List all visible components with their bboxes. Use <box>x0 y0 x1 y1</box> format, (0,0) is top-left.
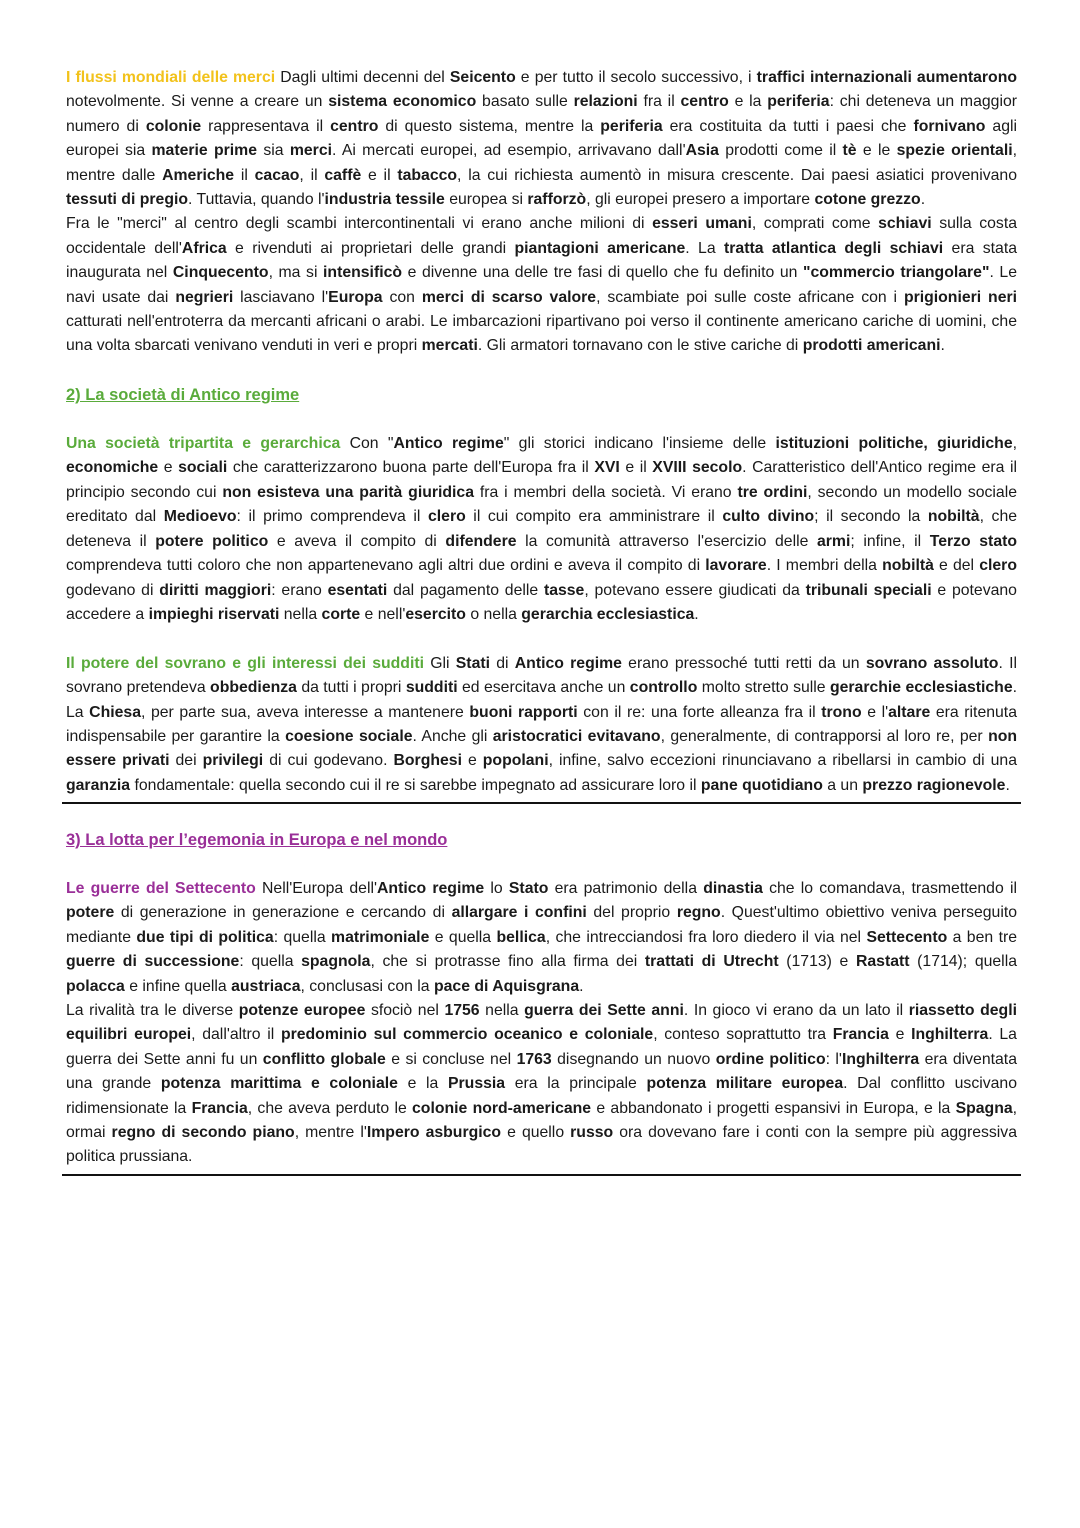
bold-term: Francia <box>191 1099 248 1117</box>
text-run: : quella <box>273 928 332 946</box>
bold-term: guerra dei Sette anni <box>524 1001 684 1019</box>
text-run: e quella <box>429 928 497 946</box>
text-run: . <box>694 605 699 623</box>
bold-term: sociali <box>178 459 228 477</box>
bold-term: altare <box>888 703 931 721</box>
bold-term: obbedienza <box>210 679 297 697</box>
text-run: . Le navi usate dai <box>66 264 1017 306</box>
bold-term: centro <box>330 117 379 135</box>
bold-term: 1763 <box>516 1050 552 1068</box>
bold-term: Antico regime <box>393 435 504 453</box>
text-run: nella <box>479 1001 525 1019</box>
document-page <box>66 66 1017 1176</box>
text-run: europea si <box>444 191 528 209</box>
text-run: : quella <box>239 953 302 971</box>
text-run: . Gli armatori tornavano con le stive cariche di <box>477 337 803 355</box>
bold-term: Rastatt <box>855 953 910 971</box>
text-run: godevano di <box>66 581 160 599</box>
paragraph-flussi-mondiali <box>66 66 1017 212</box>
text-run: : chi deteneva un maggior numero di <box>66 93 1017 135</box>
bold-term: potenza marittima e coloniale <box>160 1075 398 1093</box>
bold-term: cotone grezzo <box>814 191 921 209</box>
bold-term: mercati <box>421 337 478 355</box>
bold-term: impieghi riservati <box>148 605 280 623</box>
bold-term: non esisteva una parità giuridica <box>222 483 475 501</box>
bold-term: Terzo stato <box>929 532 1018 550</box>
text-run: , ma si <box>268 264 324 282</box>
text-run: che lo comandava, trasmettendo il <box>762 879 1017 897</box>
text-run: , mentre l' <box>294 1124 367 1141</box>
text-run: , il <box>299 166 325 184</box>
bold-term: Stati <box>455 654 490 672</box>
text-run: ora dovevano fare i conti con la sempre più aggressiva politica prussiana. <box>66 1124 1017 1166</box>
bold-term: Spagna <box>955 1099 1013 1117</box>
bold-term: Chiesa <box>89 703 141 721</box>
text-run: La rivalità tra le diverse <box>66 1001 239 1019</box>
bold-term: cacao <box>254 166 300 184</box>
bold-term: diritti maggiori <box>159 581 272 599</box>
bold-term: materie prime <box>151 142 258 160</box>
text-run: e infine quella <box>124 977 232 995</box>
text-run: lasciavano l' <box>233 288 329 306</box>
text-run: e abbandonato i progetti espansivi in Europa, e la <box>591 1099 956 1117</box>
bold-term: clero <box>427 508 466 526</box>
text-run: fra il <box>637 93 681 111</box>
text-run: , che intrecciandosi fra loro diedero il via nel <box>545 928 867 946</box>
bold-term: predominio sul commercio oceanico e coloniale <box>280 1026 654 1044</box>
bold-term: colonie <box>145 117 202 135</box>
text-run: di questo sistema, mentre la <box>378 117 601 135</box>
paragraph-potere-sovrano <box>66 652 1017 798</box>
text-run: , che si protrasse fino alla firma dei <box>370 953 645 971</box>
text-run: . Ai mercati europei, ad esempio, arrivavano dall' <box>332 142 686 160</box>
text-run: , ormai <box>66 1099 1018 1141</box>
bold-term: armi <box>816 532 851 550</box>
text-run: e aveva il compito di <box>268 532 446 550</box>
bold-term: trono <box>821 703 862 721</box>
bold-term: esentati <box>327 581 388 599</box>
text-run: e nell' <box>360 605 406 623</box>
bold-term: Francia <box>832 1026 889 1044</box>
text-run: : il primo comprendeva il <box>236 508 428 526</box>
text-run: , infine, salvo eccezioni rinunciavano a ribellarsi in cambio di una <box>548 752 1017 770</box>
bold-term: privilegi <box>202 752 264 770</box>
bold-term: pane quotidiano <box>700 776 823 794</box>
text-run: ed esercitava anche un <box>457 679 630 697</box>
divider <box>62 802 1021 804</box>
bold-term: nobiltà <box>927 508 980 526</box>
bold-term: coesione sociale <box>285 727 413 745</box>
bold-term: 1756 <box>444 1001 480 1019</box>
bold-term: tasse <box>543 581 585 599</box>
bold-term: austriaca <box>231 977 301 995</box>
paragraph-societa-tripartita <box>66 432 1017 627</box>
text-run: : erano <box>271 581 328 599</box>
text-run: dei <box>169 752 203 770</box>
text-run: . <box>920 191 926 209</box>
text-run: sia <box>257 142 290 160</box>
text-run: erano pressoché tutti retti da un <box>621 654 866 672</box>
bold-term: tabacco <box>397 166 458 184</box>
paragraph-lead-title: Il potere del sovrano e gli interessi dei sudditi <box>66 654 424 672</box>
bold-term: regno <box>676 904 721 922</box>
text-run: che caratterizzarono buona parte dell'Europa fra il <box>227 459 595 477</box>
bold-term: clero <box>979 557 1017 575</box>
text-run: . Anche gli <box>412 727 493 745</box>
text-run: . La <box>66 679 1018 721</box>
bold-term: Inghilterra <box>841 1050 920 1068</box>
text-run: Fra le "merci" al centro degli scambi intercontinentali vi erano anche milioni di <box>66 215 653 233</box>
text-run: Con " <box>340 435 394 453</box>
text-run: da tutti i propri <box>296 679 406 697</box>
bold-term: conflitto globale <box>262 1050 386 1068</box>
text-run: : l' <box>825 1050 842 1068</box>
bold-term: colonie nord-americane <box>412 1099 592 1117</box>
text-run: sulla costa occidentale dell' <box>66 215 1017 257</box>
text-run: , che aveva perduto le <box>247 1099 413 1117</box>
text-run: e le <box>856 142 897 160</box>
bold-term: Asia <box>685 142 719 160</box>
bold-term: buoni rapporti <box>469 703 578 721</box>
paragraph-lead-title: Le guerre del Settecento <box>66 879 256 897</box>
text-run: agli europei sia <box>66 117 1017 160</box>
text-run: e il <box>361 166 398 184</box>
text-run: di cui godevano. <box>263 752 394 770</box>
bold-term: spezie orientali <box>896 142 1013 160</box>
text-run: , che deteneva il <box>66 508 1018 550</box>
text-run: e il <box>619 459 653 477</box>
text-run: . Quest'ultimo obiettivo veniva perseguito mediante <box>66 904 1018 946</box>
bold-term: Borghesi <box>393 752 462 770</box>
text-run: era ritenuta indispensabile per garantire la <box>66 703 1017 745</box>
text-run: , comprati come <box>751 215 879 233</box>
bold-term: Impero asburgico <box>366 1124 502 1141</box>
text-run: lo <box>484 879 509 897</box>
bold-term: allargare i confini <box>451 904 587 922</box>
text-run: basato sulle <box>476 93 574 111</box>
text-run: sfociò nel <box>365 1001 445 1019</box>
text-run: disegnando un nuovo <box>551 1050 716 1068</box>
text-run: e potevano accedere a <box>66 581 1017 623</box>
bold-term: prigionieri neri <box>903 288 1018 306</box>
bold-term: tessuti di pregio <box>66 191 189 209</box>
text-run: , <box>1012 435 1018 453</box>
bold-term: XVIII secolo <box>652 459 743 477</box>
text-run: e divenne una delle tre fasi di quello che fu definito un <box>402 264 803 282</box>
bold-term: esseri umani <box>652 215 752 233</box>
bold-term: potere politico <box>155 532 269 550</box>
bold-term: aristocratici evitavano <box>492 727 661 745</box>
text-run: . Dal conflitto uscivano ridimensionate la <box>66 1075 1017 1117</box>
bold-term: sovrano assoluto <box>865 654 999 672</box>
bold-term: non essere privati <box>66 727 1018 770</box>
bold-term: periferia <box>600 117 663 135</box>
bold-term: popolani <box>482 752 549 770</box>
text-run: era patrimonio della <box>548 879 704 897</box>
bold-term: tratta atlantica degli schiavi <box>724 239 944 257</box>
bold-term: potere <box>66 904 115 922</box>
text-run: e <box>888 1026 912 1044</box>
text-run: . La guerra dei Sette anni fu un <box>66 1026 1017 1068</box>
bold-term: polacca <box>66 977 125 995</box>
text-run: era stata inaugurata nel <box>66 239 1017 282</box>
text-run: , scambiate poi sulle coste africane con i <box>596 288 904 306</box>
bold-term: rafforzò <box>527 191 587 209</box>
text-run: comprendeva tutti coloro che non appartenevano agli altri due ordini e aveva il compito di <box>66 557 706 575</box>
text-run: , la cui richiesta aumentò in misura crescente. Dai paesi asiatici provenivano <box>457 166 1017 184</box>
text-run: con il re: una forte alleanza fra il <box>577 703 822 721</box>
text-run: , conteso soprattutto tra <box>653 1026 833 1044</box>
text-run: . La <box>685 239 725 257</box>
text-run: il cui compito era amministrare il <box>465 508 723 526</box>
bold-term: garanzia <box>66 776 131 794</box>
text-run: prodotti come il <box>718 142 843 160</box>
divider <box>62 1174 1021 1176</box>
text-run: era diventata una grande <box>66 1050 1017 1093</box>
bold-term: pace di Aquisgrana <box>433 977 580 995</box>
bold-term: Antico regime <box>377 879 485 897</box>
text-run: e per tutto il secolo successivo, i <box>515 69 757 86</box>
text-run: , generalmente, di contrapporsi al loro re, per <box>660 727 989 745</box>
bold-term: schiavi <box>878 215 932 233</box>
bold-term: fornivano <box>913 117 986 135</box>
bold-term: tre ordini <box>737 483 808 501</box>
bold-term: controllo <box>629 679 698 697</box>
bold-term: traffici internazionali aumentarono <box>756 69 1017 86</box>
text-run: e l' <box>861 703 889 721</box>
bold-term: spagnola <box>301 953 371 971</box>
bold-term: piantagioni americane <box>514 239 686 257</box>
text-run: notevolmente. Si venne a creare un <box>66 93 329 111</box>
text-run: fra i membri della società. Vi erano <box>474 483 738 501</box>
text-run: il <box>234 166 255 184</box>
bold-term: bellica <box>496 928 546 946</box>
bold-term: Europa <box>328 288 383 306</box>
text-run: (1714); quella <box>909 953 1017 971</box>
bold-term: Africa <box>181 239 227 257</box>
bold-term: sistema economico <box>328 93 477 111</box>
paragraph-tratta-schiavi <box>66 212 1017 358</box>
text-run: . Il sovrano pretendeva <box>66 654 1017 697</box>
text-run: dal pagamento delle <box>387 581 544 599</box>
bold-term: merci <box>289 142 332 160</box>
text-run: . In gioco vi erano da un lato il <box>683 1001 909 1019</box>
text-run: con <box>382 288 422 306</box>
paragraph-guerre-settecento <box>66 877 1017 999</box>
text-run: . Caratteristico dell'Antico regime era il principio secondo cui <box>66 459 1017 501</box>
bold-term: difendere <box>445 532 517 550</box>
bold-term: Settecento <box>866 928 948 946</box>
bold-term: culto divino <box>722 508 815 526</box>
text-run: di generazione in generazione e cercando di <box>114 904 452 922</box>
text-run: . I membri della <box>766 557 883 575</box>
bold-term: Medioevo <box>163 508 237 526</box>
text-run: nella <box>279 605 322 623</box>
text-run: e quello <box>501 1124 571 1141</box>
bold-term: centro <box>680 93 729 111</box>
text-run: a un <box>822 776 863 794</box>
paragraph-lead-title: Una società tripartita e gerarchica <box>66 435 341 453</box>
bold-term: ordine politico <box>715 1050 826 1068</box>
bold-term: XVI <box>594 459 620 477</box>
section-heading-antico-regime: 2) La società di Antico regime <box>66 386 300 405</box>
text-run: catturati nell'entroterra da mercanti africani o arabi. Le imbarcazioni ripartivano poi verso il continente americano cariche di uomini, che una volta sbarcati venivano venduti in veri e propri <box>66 313 1017 355</box>
text-run: . <box>940 337 945 355</box>
text-run: e la <box>728 93 768 111</box>
bold-term: tribunali speciali <box>805 581 932 599</box>
bold-term: intensificò <box>323 264 403 282</box>
bold-term: relazioni <box>573 93 638 111</box>
text-run: fondamentale: quella secondo cui il re si sarebbe impegnato ad assicurare loro il <box>130 776 701 794</box>
text-run: molto stretto sulle <box>697 679 830 697</box>
paragraph-lead-title: I flussi mondiali delle merci <box>66 69 276 86</box>
text-run: " gli storici indicano l'insieme delle <box>503 435 776 453</box>
text-run: . <box>1005 776 1010 794</box>
bold-term: regno di secondo piano <box>111 1124 295 1141</box>
bold-term: lavorare <box>705 557 767 575</box>
bold-term: gerarchia ecclesiastica <box>521 605 695 623</box>
text-run: e <box>461 752 483 770</box>
bold-term: matrimoniale <box>331 928 430 946</box>
text-run: e del <box>933 557 980 575</box>
text-run: e si concluse nel <box>385 1050 517 1068</box>
bold-term: potenze europee <box>238 1001 366 1019</box>
text-run: (1713) e <box>778 953 856 971</box>
bold-term: esercito <box>405 605 466 623</box>
text-run: di <box>490 654 515 672</box>
bold-term: Americhe <box>162 166 235 184</box>
text-run: a ben tre <box>947 928 1017 946</box>
bold-term: Cinquecento <box>172 264 269 282</box>
bold-term: trattati di Utrecht <box>644 953 779 971</box>
bold-term: prezzo ragionevole <box>862 776 1006 794</box>
bold-term: tè <box>842 142 857 160</box>
bold-term: economiche <box>66 459 159 477</box>
bold-term: russo <box>570 1124 614 1141</box>
text-run: ; infine, il <box>850 532 930 550</box>
text-run: . <box>579 977 584 995</box>
text-run: e la <box>397 1075 448 1093</box>
text-run: e rivenduti ai proprietari delle grandi <box>226 239 515 257</box>
text-run: era costituita da tutti i paesi che <box>662 117 914 135</box>
bold-term: guerre di successione <box>66 953 240 971</box>
text-run: del proprio <box>586 904 677 922</box>
bold-term: caffè <box>324 166 362 184</box>
text-run: Gli <box>423 654 456 672</box>
bold-term: Antico regime <box>514 654 622 672</box>
bold-term: Inghilterra <box>911 1026 989 1044</box>
bold-term: prodotti americani <box>802 337 941 355</box>
bold-term: negrieri <box>175 288 234 306</box>
paragraph-guerra-sette-anni <box>66 999 1017 1170</box>
bold-term: riassetto degli equilibri europei <box>66 1001 1017 1044</box>
bold-term: "commercio triangolare" <box>802 264 990 282</box>
bold-term: istituzioni politiche, giuridiche <box>775 435 1013 453</box>
text-run: la comunità attraverso l'esercizio delle <box>516 532 817 550</box>
text-run: era la principale <box>505 1075 647 1093</box>
text-run: , potevano essere giudicati da <box>584 581 806 599</box>
text-run: , conclusasi con la <box>300 977 434 995</box>
text-run: , dall'altro il <box>191 1026 281 1044</box>
text-run: , mentre dalle <box>66 142 1017 184</box>
text-run: , per parte sua, aveva interesse a mantenere <box>140 703 470 721</box>
text-run: Nell'Europa dell' <box>255 879 378 897</box>
text-run: e <box>158 459 179 477</box>
text-run: rappresentava il <box>201 117 331 135</box>
bold-term: Seicento <box>449 69 516 86</box>
bold-term: periferia <box>767 93 830 111</box>
bold-term: dinastia <box>703 879 763 897</box>
text-run: Dagli ultimi decenni del <box>275 69 450 86</box>
bold-term: nobiltà <box>882 557 934 575</box>
bold-term: Stato <box>508 879 549 897</box>
bold-term: gerarchie ecclesiastiche <box>829 679 1013 697</box>
bold-term: corte <box>321 605 361 623</box>
text-run: . Tuttavia, quando l' <box>188 191 325 209</box>
text-run: , gli europei presero a importare <box>586 191 815 209</box>
section-heading-egemonia: 3) La lotta per l’egemonia in Europa e nel mondo <box>66 831 448 850</box>
text-run: ; il secondo la <box>814 508 928 526</box>
bold-term: Prussia <box>447 1075 506 1093</box>
text-run: , secondo un modello sociale ereditato dal <box>66 483 1017 526</box>
bold-term: potenza militare europea <box>646 1075 844 1093</box>
text-run: o nella <box>465 605 522 623</box>
bold-term: due tipi di politica <box>136 928 274 946</box>
bold-term: industria tessile <box>324 191 445 209</box>
bold-term: merci di scarso valore <box>421 288 597 306</box>
bold-term: sudditi <box>405 679 458 697</box>
